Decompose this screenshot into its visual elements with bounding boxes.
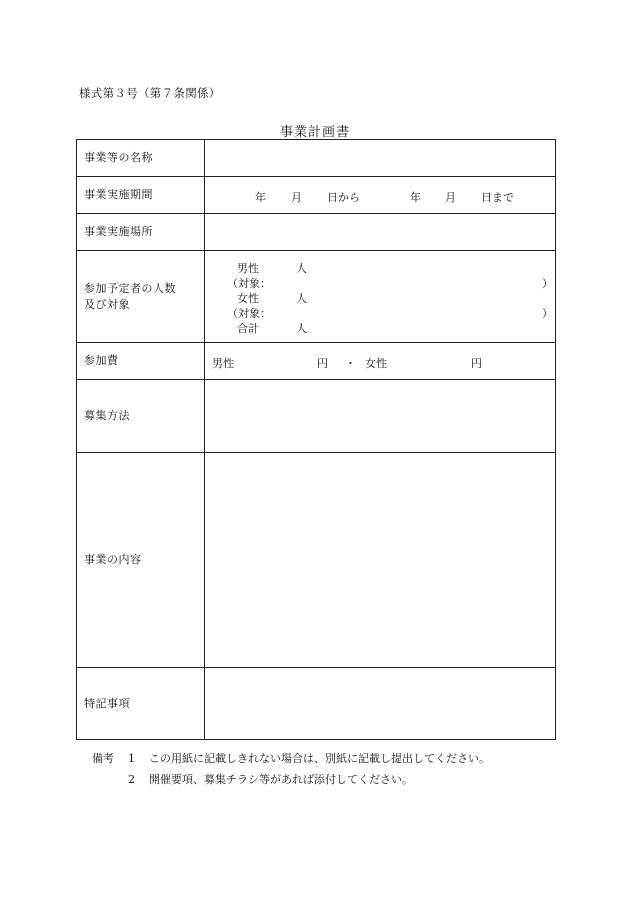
row-fee [77,343,556,380]
field-participants[interactable] [205,251,556,343]
period-from: 日から [327,191,360,204]
label-period: 事業実施期間 [77,177,205,214]
fee-separator: ・ [345,357,356,370]
row-period [77,177,556,214]
label-participants-line1: 参加予定者の人数 [84,281,176,295]
label-recruit: 募集方法 [77,380,205,453]
participants-male: 男性 [237,262,259,275]
participants-total: 合計 [237,322,259,335]
field-content[interactable] [205,453,556,668]
participants-male-target-line [205,275,555,290]
label-event-name: 事業等の名称 [77,140,205,177]
participants-female-target-open: （対象： [227,307,271,320]
participants-male-unit: 人 [296,262,307,275]
fee-male: 男性 [212,357,234,370]
form-number: 様式第３号（第７条関係） [79,86,221,100]
note-text: 開催要項、募集チラシ等があれば添付してください。 [149,773,413,786]
field-event-name[interactable] [205,140,556,177]
participants-female: 女性 [237,292,259,305]
fee-female-yen: 円 [471,357,482,370]
plan-form-table [76,139,556,740]
field-fee[interactable] [205,343,556,380]
participants-female-target-close: ） [542,307,553,320]
label-participants [77,251,205,343]
fee-male-yen: 円 [317,357,328,370]
participants-male-target-close: ） [542,277,553,290]
row-event-name [77,140,556,177]
field-period[interactable] [205,177,556,214]
notes-heading: 備考 [92,752,114,765]
row-special [77,668,556,740]
period-year-2: 年 [410,191,421,204]
fee-female: 女性 [365,357,387,370]
participants-male-target-open: （対象： [227,277,271,290]
row-participants [77,251,556,343]
period-month-2: 月 [445,191,456,204]
participants-female-target-line [205,305,555,320]
note-text: この用紙に記載しきれない場合は、別紙に記載し提出してください。 [149,752,490,765]
participants-female-unit: 人 [296,292,307,305]
participants-female-line [205,290,555,305]
period-year-1: 年 [255,191,266,204]
field-recruit[interactable] [205,380,556,453]
label-special: 特記事項 [77,668,205,740]
label-participants-line2: 及び対象 [84,297,130,311]
row-recruit [77,380,556,453]
note-number: 1 [128,752,135,765]
participants-male-line [205,260,555,275]
field-place[interactable] [205,214,556,251]
field-special[interactable] [205,668,556,740]
note-number: 2 [128,773,135,786]
label-fee: 参加費 [77,343,205,380]
participants-total-unit: 人 [296,322,307,335]
label-place: 事業実施場所 [77,214,205,251]
participants-total-line [205,320,555,335]
document-title: 事業計画書 [279,125,350,140]
row-content [77,453,556,668]
period-to: 日まで [481,191,514,204]
label-content: 事業の内容 [77,453,205,668]
period-month-1: 月 [291,191,302,204]
row-place [77,214,556,251]
